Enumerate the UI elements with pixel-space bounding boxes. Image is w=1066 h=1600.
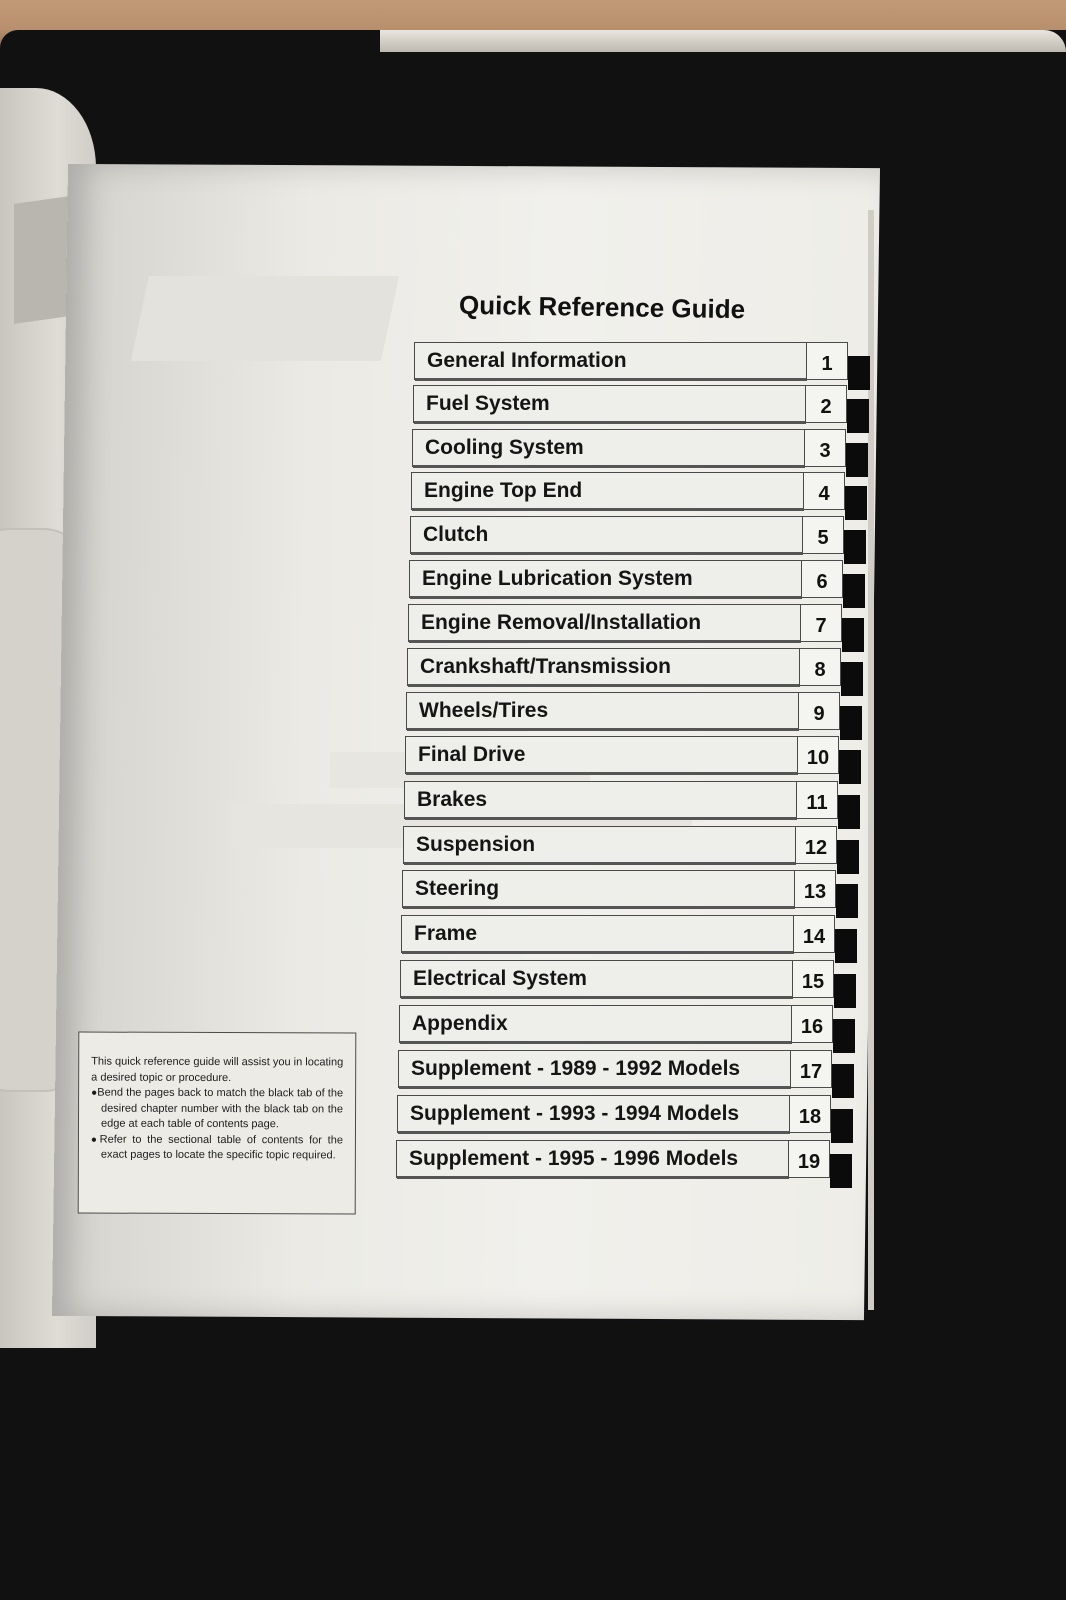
chapter-label-box <box>411 472 804 510</box>
black-tab <box>847 399 869 433</box>
chapter-number-box <box>794 870 836 908</box>
chapter-number: 8 <box>814 659 826 681</box>
chapter-number: 7 <box>815 615 827 637</box>
black-tab <box>835 929 857 963</box>
chapter-label: Engine Lubrication System <box>422 567 693 590</box>
note-intro: This quick reference guide will assist you in locating a desired topic or procedure. <box>91 1055 344 1084</box>
chapter-label: General Information <box>427 349 627 372</box>
chapter-number-box <box>803 472 845 510</box>
chapter-number-box <box>801 560 843 598</box>
chapter-row[interactable] <box>403 826 873 864</box>
chapter-number: 10 <box>806 747 830 769</box>
chapter-label: Cooling System <box>425 436 584 459</box>
chapter-label: Clutch <box>423 523 489 546</box>
black-tab <box>838 795 860 829</box>
instruction-text <box>91 1055 343 1164</box>
chapter-row[interactable] <box>400 960 870 998</box>
chapter-label: Supplement - 1989 - 1992 Models <box>411 1057 741 1080</box>
chapter-label-box <box>396 1140 789 1178</box>
black-tab <box>836 884 858 918</box>
chapter-label: Fuel System <box>426 392 550 415</box>
chapter-number: 9 <box>813 703 825 725</box>
chapter-label-box <box>409 560 802 598</box>
mat-edge <box>380 30 1066 52</box>
chapter-label-box <box>402 870 795 908</box>
chapter-label-box <box>412 429 805 467</box>
chapter-label: Wheels/Tires <box>419 699 549 722</box>
chapter-label-box <box>414 342 807 380</box>
chapter-label-box <box>404 781 797 819</box>
black-tab <box>841 662 863 696</box>
bullet-dot: ● <box>91 1087 98 1099</box>
show-through-logo-block <box>131 276 399 361</box>
black-tab <box>840 706 862 740</box>
chapter-number: 16 <box>800 1016 824 1038</box>
chapter-number: 13 <box>803 881 827 903</box>
chapter-number-box <box>789 1095 831 1133</box>
note-bullet <box>91 1132 343 1164</box>
chapter-label: Crankshaft/Transmission <box>420 655 671 678</box>
black-tab <box>837 840 859 874</box>
chapter-label-box <box>408 604 801 642</box>
chapter-label: Steering <box>415 877 500 900</box>
chapter-number: 17 <box>799 1061 823 1083</box>
chapter-row[interactable] <box>408 604 878 642</box>
chapter-label: Suspension <box>416 833 536 856</box>
chapter-row[interactable] <box>398 1050 868 1088</box>
chapter-number: 2 <box>820 396 832 418</box>
chapter-number: 14 <box>802 926 826 948</box>
black-tab <box>834 974 856 1008</box>
chapter-label-box <box>401 915 794 953</box>
chapter-row[interactable] <box>410 516 880 554</box>
chapter-row[interactable] <box>399 1005 869 1043</box>
chapter-label: Engine Top End <box>424 479 583 502</box>
chapter-label: Brakes <box>417 788 488 811</box>
chapter-label-box <box>406 692 799 730</box>
chapter-number: 15 <box>801 971 825 993</box>
black-tab <box>832 1064 854 1098</box>
chapter-number: 4 <box>818 483 830 505</box>
chapter-row[interactable] <box>406 692 876 730</box>
chapter-label-box <box>413 385 806 423</box>
chapter-number-box <box>790 1050 832 1088</box>
chapter-label-box <box>403 826 796 864</box>
black-tab <box>842 618 864 652</box>
black-tab <box>839 750 861 784</box>
black-tab <box>844 530 866 564</box>
chapter-label: Supplement - 1993 - 1994 Models <box>410 1102 740 1125</box>
chapter-label-box <box>410 516 803 554</box>
black-tab <box>833 1019 855 1053</box>
instruction-note <box>78 1032 357 1215</box>
page-title: Quick Reference Guide <box>458 289 746 325</box>
chapter-row[interactable] <box>407 648 877 686</box>
chapter-number-box <box>802 516 844 554</box>
chapter-label: Final Drive <box>418 743 526 766</box>
chapter-row[interactable] <box>405 736 875 774</box>
chapter-number: 1 <box>821 353 833 375</box>
bullet-dot: ● <box>90 1134 100 1146</box>
chapter-number-box <box>806 342 848 380</box>
chapter-number: 11 <box>806 792 828 814</box>
chapter-number: 3 <box>819 440 831 462</box>
chapter-label-box <box>407 648 800 686</box>
black-tab <box>830 1154 852 1188</box>
chapter-label: Supplement - 1995 - 1996 Models <box>409 1147 739 1170</box>
chapter-number-box <box>788 1140 830 1178</box>
chapter-row[interactable] <box>412 429 882 467</box>
chapter-number-box <box>793 915 835 953</box>
chapter-row[interactable] <box>404 781 874 819</box>
chapter-number: 18 <box>798 1106 822 1128</box>
note-bullet-text: Refer to the sectional table of contents for the exact pages to locate the specific topic required. <box>99 1133 343 1162</box>
chapter-label: Appendix <box>412 1012 508 1035</box>
chapter-number: 19 <box>797 1151 821 1173</box>
chapter-label: Frame <box>414 922 478 945</box>
chapter-number-box <box>799 648 841 686</box>
chapter-number: 5 <box>817 527 829 549</box>
chapter-label: Engine Removal/Installation <box>421 611 702 634</box>
chapter-number-box <box>805 385 847 423</box>
chapter-number-box <box>804 429 846 467</box>
black-tab <box>845 486 867 520</box>
chapter-row[interactable] <box>402 870 872 908</box>
chapter-row[interactable] <box>411 472 881 510</box>
chapter-label-box <box>405 736 798 774</box>
chapter-label-box <box>398 1050 791 1088</box>
chapter-number: 6 <box>816 571 828 593</box>
chapter-number-box <box>800 604 842 642</box>
chapter-row[interactable] <box>414 342 884 380</box>
note-bullet-text: Bend the pages back to match the black tab of the desired chapter number with the black tab on the edge at each table of contents page. <box>97 1086 344 1131</box>
chapter-row[interactable] <box>397 1095 867 1133</box>
chapter-number-box <box>797 736 839 774</box>
chapter-label-box <box>397 1095 790 1133</box>
chapter-label-box <box>399 1005 792 1043</box>
chapter-number-box <box>791 1005 833 1043</box>
chapter-number-box <box>796 781 838 819</box>
chapter-number-box <box>792 960 834 998</box>
chapter-number-box <box>798 692 840 730</box>
black-tab <box>843 574 865 608</box>
chapter-number-box <box>795 826 837 864</box>
chapter-label: Electrical System <box>413 967 587 990</box>
black-tab <box>831 1109 853 1143</box>
chapter-number: 12 <box>804 837 828 859</box>
chapter-row[interactable] <box>413 385 883 423</box>
note-bullet <box>91 1086 343 1133</box>
chapter-row[interactable] <box>396 1140 866 1178</box>
chapter-row[interactable] <box>401 915 871 953</box>
chapter-label-box <box>400 960 793 998</box>
chapter-row[interactable] <box>409 560 879 598</box>
